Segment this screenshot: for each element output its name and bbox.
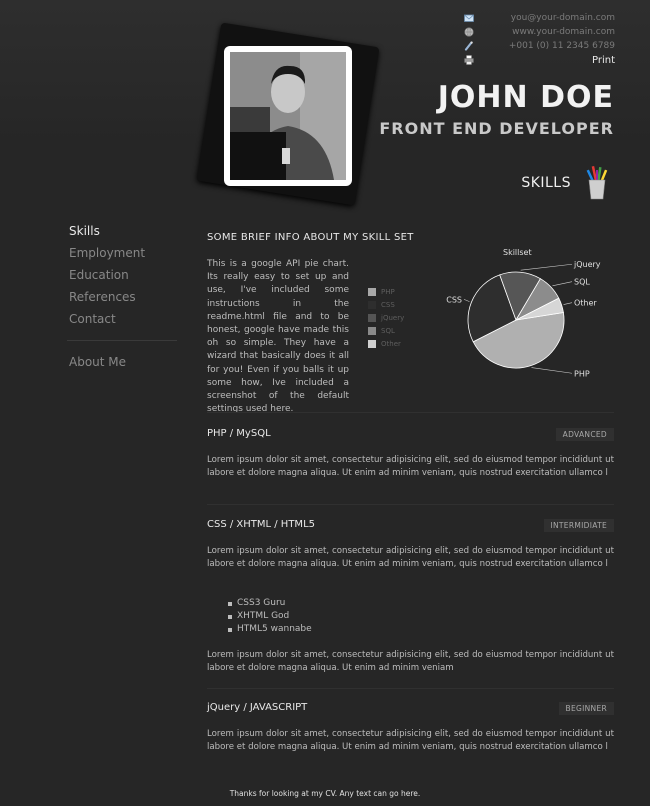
skill-title-jquery: jQuery / JAVASCRIPT	[207, 702, 308, 713]
pie-leader-line	[521, 264, 572, 270]
pie-label-sql: SQL	[574, 277, 590, 287]
skill-description: Lorem ipsum dolor sit amet, consectetur adipisicing elit, sed do eiusmod tempor incididunt ut labore et dolore magna aliqua. Ut enim ad minim veniam, quis nostrud exercitation ullamco l	[207, 546, 614, 569]
skill-title-php: PHP / MySQL	[207, 428, 271, 439]
nav-item-employment[interactable]: Employment	[69, 246, 146, 260]
footer-text: Thanks for looking at my CV. Any text can go here.	[229, 789, 421, 798]
skill-bullet-list	[228, 597, 312, 636]
pie-leader-line	[531, 368, 572, 374]
contact-website-row[interactable]	[440, 26, 615, 40]
person-role: FRONT END DEVELOPER	[379, 119, 614, 138]
skill-level-badge: ADVANCED	[556, 428, 614, 441]
profile-photo	[224, 46, 352, 186]
nav-item-contact[interactable]: Contact	[69, 312, 116, 326]
intro-text: This is a google API pie chart. Its really easy to set up and use, I've included some instructions in the readme.html file and to be honest, google have made this oh so simple. They have a wizard that basically does it all for you! Even if you balls it up some how, Ive included a screenshot of the default settings used here.	[207, 259, 349, 415]
contact-email-row[interactable]	[440, 12, 615, 26]
list-item: HTML5 wannabe	[228, 623, 312, 636]
legend-swatch	[368, 340, 376, 348]
person-name: JOHN DOE	[437, 80, 614, 115]
legend-label: SQL	[381, 327, 395, 335]
pie-label-jquery: jQuery	[574, 260, 601, 270]
contact-block	[440, 12, 615, 68]
contact-phone: +001 (0) 11 2345 6789	[508, 41, 615, 51]
nav-item-education[interactable]: Education	[69, 268, 129, 282]
pie-leader-line	[564, 303, 572, 305]
printer-icon	[464, 55, 474, 65]
skill-description: Lorem ipsum dolor sit amet, consectetur adipisicing elit, sed do eiusmod tempor incididunt ut labore et dolore magna aliqua. Ut enim ad minim veniam, quis nostrud exercitation ullamco l	[207, 729, 614, 752]
legend-swatch	[368, 314, 376, 322]
skill-description: Lorem ipsum dolor sit amet, consectetur adipisicing elit, sed do eiusmod tempor incididunt ut labore et dolore magna aliqua. Ut enim ad minim veniam, quis nostrud exercitation ullamco l	[207, 455, 614, 478]
contact-print-row[interactable]	[440, 54, 615, 68]
sidebar-nav	[69, 222, 177, 375]
legend-item	[368, 339, 404, 352]
intro-title: SOME BRIEF INFO ABOUT MY SKILL SET	[207, 232, 414, 243]
phone-icon	[464, 41, 474, 51]
list-item: CSS3 Guru	[228, 597, 312, 610]
nav-item-about[interactable]: About Me	[69, 355, 127, 369]
chart-legend	[368, 287, 404, 352]
legend-item	[368, 300, 404, 313]
pie-leader-line	[464, 299, 470, 301]
nav-item-skills[interactable]: Skills	[69, 224, 100, 238]
skillset-pie-chart	[436, 244, 616, 384]
mail-icon	[464, 13, 474, 23]
skill-level-badge: INTERMIDIATE	[544, 519, 615, 532]
chart-title: Skillset	[503, 248, 532, 257]
skill-title-css: CSS / XHTML / HTML5	[207, 519, 315, 530]
skill-description-2: Lorem ipsum dolor sit amet, consectetur adipisicing elit, sed do eiusmod tempor incididunt ut labore et dolore magna aliqua. Ut enim ad minim veniam	[207, 650, 614, 673]
legend-label: jQuery	[381, 314, 405, 322]
legend-label: CSS	[381, 301, 395, 309]
globe-icon	[464, 27, 474, 37]
legend-item	[368, 287, 404, 300]
print-link[interactable]: Print	[591, 55, 615, 66]
nav-item-references[interactable]: References	[69, 290, 136, 304]
section-title: SKILLS	[521, 175, 571, 191]
legend-label: PHP	[381, 288, 395, 296]
section-divider	[207, 412, 614, 413]
person-silhouette-icon	[230, 52, 346, 180]
legend-item	[368, 326, 404, 339]
contact-email[interactable]: you@your-domain.com	[510, 13, 615, 23]
section-divider	[207, 688, 614, 689]
contact-phone-row	[440, 40, 615, 54]
legend-swatch	[368, 327, 376, 335]
list-item: XHTML God	[228, 610, 312, 623]
legend-item	[368, 313, 404, 326]
legend-swatch	[368, 301, 376, 309]
pencil-cup-icon	[586, 166, 608, 200]
section-divider	[207, 504, 614, 505]
pie-label-php: PHP	[574, 369, 590, 379]
pie-label-other: Other	[574, 298, 597, 308]
profile-photo-image	[230, 52, 346, 180]
skill-level-badge: BEGINNER	[559, 702, 614, 715]
contact-website[interactable]: www.your-domain.com	[512, 27, 615, 37]
legend-label: Other	[381, 340, 401, 348]
legend-swatch	[368, 288, 376, 296]
pie-leader-line	[552, 282, 572, 286]
nav-divider	[67, 340, 177, 341]
pie-label-css: CSS	[446, 295, 462, 305]
